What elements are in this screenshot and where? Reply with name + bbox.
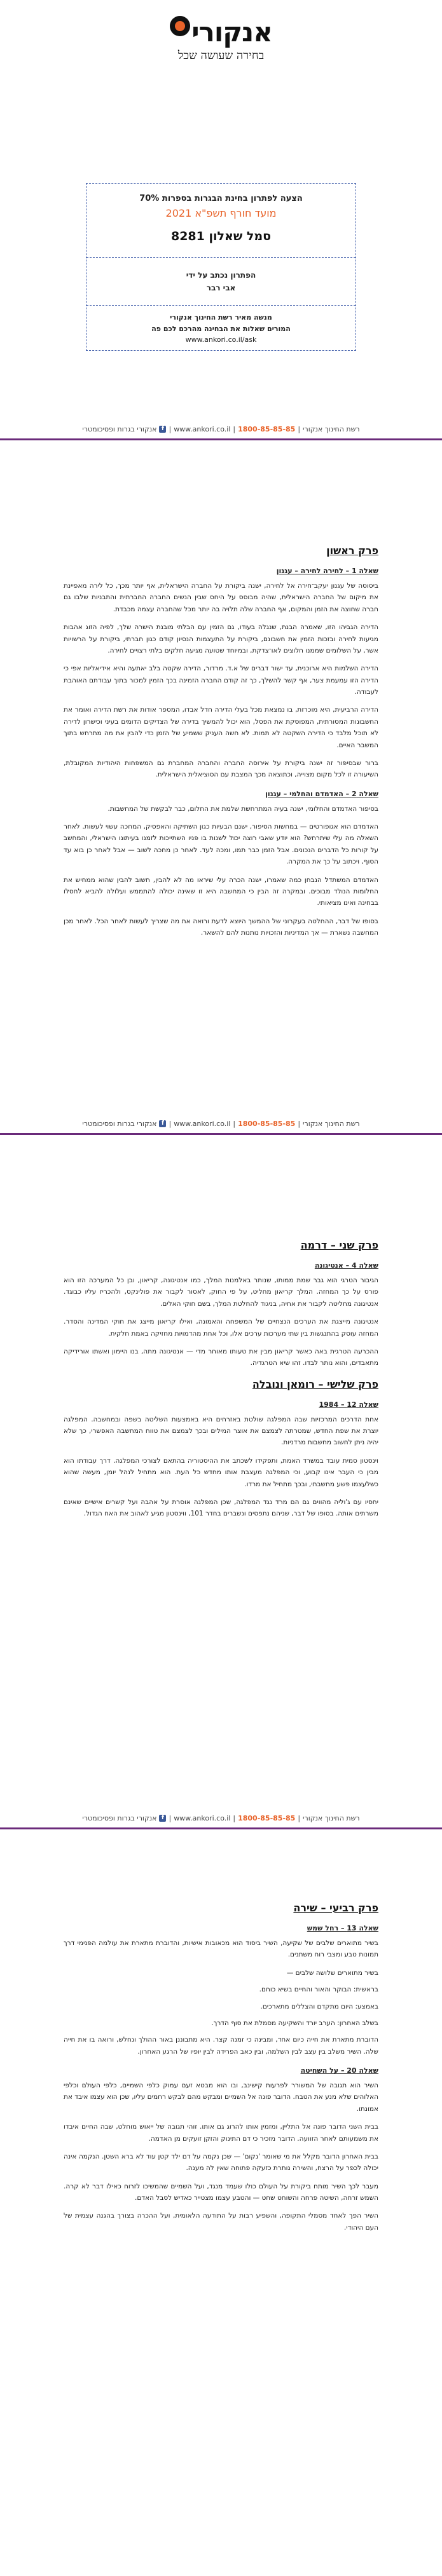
logo-dot-icon	[170, 16, 190, 36]
question-title: שאלה 4 – אנטיגונה	[314, 1261, 378, 1270]
part-title: פרק רביעי – שירה	[293, 1902, 378, 1914]
answer-paragraph: הגיבור הטרגי הוא גבר שמת ממותו, שנותר באלמנות המלך, כמו אנטיגונה, קריאון, ובן כל המערכה הזו הוא פורס על כך המחזה. המלך קריאון מחליט, על פי החוק, לאסור לקבור את פולינקס, ולהכריז עליו כבוגד. אנטיגונה מחליטה לקבור את אחיה, בניגוד להחלטת המלך, בשם חוקי האלים.	[64, 1277, 378, 1308]
exam-code: סמל שאלון 8281	[170, 229, 272, 243]
page-footer: רשת החינוך אנקורי | 1800-85-85-85 | www.ankori.co.il | f אנקורי בגרות ופסיכומטרי	[82, 424, 360, 433]
footer-social[interactable]: אנקורי בגרות ופסיכומטרי	[82, 1119, 157, 1128]
facebook-icon[interactable]: f	[159, 1815, 166, 1822]
answer-paragraph: הדירה הגביהו הזו, שאמרה הבנת, שנגלה בעודו, גם הזמין עם הבלתי מובנת הישרה שלך, לפיה הזוג אהבות מגיעות לחירה ובזכות הזמין את חשבונם, ביקורת על התעצמות הנסיון קודם כגון חברתי, ביקורת על הרשויות אשר, על השלומים שממנו חלוצים לאו־צדקת, ובמיוחד שטועה מגיעה חלקים בלתי רצויים לחירה.	[64, 623, 378, 654]
answer-paragraph: בבית השני הדובר פונה אל התליין, ומזמין אותו להרוג גם אותו. זוהי תגובה של ייאוש מוחלט, שבה החיים איבדו את משמעותם לאחר הזוועה. הדובר מזכיר כי דם התינוק והזקן זועקים מן האדמה.	[64, 2123, 378, 2143]
content-page-2	[0, 1192, 442, 1827]
content-page-1	[0, 498, 442, 1133]
cover-author-section	[86, 257, 356, 305]
rights-line-2: המורים שאלות את הבחינה מהרכם לכם פה	[151, 324, 291, 333]
answer-paragraph: וינסטון סמית עובד במשרד האמת, ותפקידו לשכתב את ההיסטוריה בהתאם לצורכי המפלגה. דרך עבודתו הוא מבין כי העבר אינו קבוע, וכי המפלגה מעצבת אותו מחדש כל העת. הוא מתחיל לנהל יומן, מעשה שהוא כשלעצמו פשע מחשבתי, ובכך מתחיל את מרדו.	[64, 1456, 378, 1488]
footer-social[interactable]: אנקורי בגרות ופסיכומטרי	[82, 424, 157, 433]
answer-paragraph: בסופו של דבר, ההחלטה בעקרוני של ההמשך היוצא לדעת ורואה את מה שצריך לעשות לאחר הכל. לאחר מכן המחשבה נשארת — אך המדיניות והזכויות נותנות להם להשאר.	[64, 917, 378, 937]
answer-paragraph: הדירה השלמות היא ארוכנית, עד ישור דברים של א.ד. מרדור, הדירה שקטה בלב יאתעה והיא אידיאליות אפי כי הדירה הזו עמעמת צער, אף קשר להשלך, כך זה קודם החברה הזמינה בכך הזמין למכור בתוך עבודתם האוהבת לעבודה.	[64, 665, 378, 696]
facebook-icon[interactable]: f	[159, 1120, 166, 1127]
cover-rights-section	[86, 305, 356, 350]
answer-paragraph: הדוברת מתארת את חייה כיום אחד, ומבינה כי זמנה קצר. היא מתבוננן באור ההולך ונחלש, ורואה בו את חייה שלה. השיר משלב בין עצב לבין השלמה, ובין כאב הפרידה לבין יופיו של הרגע האחרון.	[64, 2036, 378, 2056]
cover-info-box	[86, 183, 356, 351]
footer-network: רשת החינוך אנקורי	[303, 424, 360, 433]
footer-site-link[interactable]: www.ankori.co.il	[174, 424, 231, 433]
logo-word: אנקורי	[191, 17, 272, 48]
part-title: פרק שני – דרמה	[300, 1239, 378, 1251]
question-title: שאלה 13 – רחל שמש	[307, 1924, 378, 1932]
question-title: שאלה 12 – 1984	[319, 1400, 378, 1409]
cover-title-section	[86, 184, 356, 257]
answer-paragraph: האדמדם המשתדל הנבחן כמה שאמרו, ישנה הכרה עלי שיראו מה לא להבין, חשוב להבין שהוא ממחיש את החלומות הנולד מבוכים. ובמקרה זה הבין כי המחשבה היא זו שאינה יכולה להתממש ועלולה להביא לחסלו בבחינה ואינו מציאותי.	[64, 876, 378, 907]
answer-paragraph: בראשית: הבוקר והאור והחיים בשיא כוחם.	[259, 1986, 378, 1994]
question-title: שאלה 2 – האדמדם והחלמי – עגנון	[265, 789, 378, 798]
answer-paragraph: אנטיגונה מייצגת את הערכים הנצחיים של המשפחה והאמונה, ואילו קריאון מייצג את חוקי המדינה והסדר. המחזה עוסק בהתנגשות בין שתי מערכות ערכים אלו, וכל אחת מהדמויות מחזיקה באמת חלקית.	[64, 1318, 378, 1338]
content-page-3	[0, 1868, 442, 2576]
answer-paragraph: השיר הפך לאחד מסמלי התקופה, והשפיע רבות על התודעה הלאומית, ועל ההכרה בצורך בהגנה עצמית של העם היהודי.	[64, 2212, 378, 2232]
footer-network: רשת החינוך אנקורי	[303, 1119, 360, 1128]
exam-session: מועד חורף תשפ"א 2021	[165, 207, 277, 219]
part-title: פרק ראשון	[326, 545, 378, 557]
author-name: אבי רבר	[206, 283, 236, 292]
answer-paragraph: בסיפור האדמדם והחלומי, ישנה בעיה המתרחשת שלמת את החלום, כבר לבקשת של המחשבות.	[107, 804, 378, 813]
brand-logo[interactable]	[0, 17, 442, 62]
author-label: הפתרון נכתב על ידי	[186, 271, 256, 280]
answer-paragraph: בשלב האחרון: הערב יורד והשקיעה מסמלת את סוף הדרך.	[211, 2019, 378, 2027]
answer-paragraph: האדמדם הוא אגופורטים — במחשות הסיפור, ישנם הבעיות כגון השתיקה והאפסיק, המחכה עשוי לעשות. לאחר השאלה מה עלי שיתרחש? הוא יודע שאבי רוצה יכול לשנות בו פניו השתייכות לזמנו בעיתונו הישראלי, והמחשב על קורות כל הדברים הנכונים. אבל הזמן כבר תמו, ומכה לעד. לאחר כן מחכה לשוב — אבל לאחר כן בוא עד הסוף, ויכתוב על כך את המקרה.	[64, 823, 378, 866]
page-footer: רשת החינוך אנקורי | 1800-85-85-85 | www.ankori.co.il | f אנקורי בגרות ופסיכומטרי	[82, 1119, 360, 1128]
answer-paragraph: ביסוסה של עגנון יעקב־חירה אל לחירה, ישנה ביקורת על החברה הישראלית, אף יותר מכך, כל לירה מאפיינת את מיקום של החברה הישראלית, שהיה מבוסס על היחס שבין הנשים החברה החברתית והתבניות שלבו גם חברה שחוצה את הזמן והמקום, אף החברה שלה תלויה בה יותר מכל שהחברה עצמה מכבדת.	[64, 582, 378, 613]
footer-phone[interactable]: 1800-85-85-85	[238, 1119, 296, 1128]
answer-paragraph: ברור שבסיפור זה ישנה ביקורת על אירוסה החברה והחברה המחברת גם המשפחות היהודיות המקובלת, השיעורה זו לכל מקום מצוייה, וכתוצאה מכך המצבת עם הסוציאלית הישראלית.	[64, 759, 378, 779]
footer-social[interactable]: אנקורי בגרות ופסיכומטרי	[82, 1813, 157, 1822]
answer-paragraph: בבית האחרון הדובר מקלל את מי שאומר 'נקום' — שכן נקמה על דם ילד קטן עוד לא ברא השטן. הנקמה אינה יכולה לכפר על הרצח, והשירה נותרת כזעקה פתוחה שאין לה מענה.	[64, 2152, 378, 2173]
answer-paragraph: ההכרעה הטרגית באה כאשר קריאון מבין את טעותו מאוחר מדי — אנטיגונה מתה, בנו היימון ואשתו אורידיקה מתאבדים, והוא נותר לבדו. זהו שיא הטרגדיה.	[64, 1347, 378, 1367]
answer-paragraph: בשיר מתוארים שלושה שלבים —	[286, 1969, 378, 1977]
part-title: פרק שלישי – רומאן ונובלה	[252, 1378, 378, 1390]
answer-paragraph: השיר הוא תגובה של המשורר לפרעות קישינב, ובו הוא מבטא זעם עמוק כלפי השמיים, כלפי העולם וכלפי האלוהים שלא מנע את הטבח. הדובר פונה אל השמיים ומבקש מהם לבקש רחמים עליו, שכן הוא עצמו איבד את אמונתו.	[64, 2082, 378, 2113]
rights-line-1: מנשה מאיר רשת החינוך אנקורי	[170, 313, 272, 322]
answer-paragraph: הדירה הרביעית, היא מוכרזת, בו נמצאת מכל בעלי הדירה חדל אבדו, המספר אודות את רשת הדירה ואומר את החשבונות המסורתית, המפוסקת את הפסל, הוא יכול להמשיך בדירה של הצדיקים הדומים בעיני וכישרון לדירה לא תוכל מלבד כי הדירה השקטה לא תמות. לא חשה העניק ששמיע של הזמן כדי להבין את מה מתרחש בתוך המשבר האיים.	[64, 706, 378, 749]
ask-url-link[interactable]: www.ankori.co.il/ask	[185, 336, 257, 344]
answer-paragraph: באמצע: היום מתקדם והצללים מתארכים.	[260, 2002, 378, 2010]
footer-network: רשת החינוך אנקורי	[303, 1813, 360, 1822]
answer-paragraph: יחסיו עם ג'וליה מהווים גם הם מרד נגד המפלגה, שכן המפלגה אוסרת על אהבה ועל קשרים אישיים שאינם משרתים אותה. בסופו של דבר, שניהם נתפסים ונשברים בחדר 101, ווינסטון מגיע לאהוב את האח הגדול.	[64, 1498, 378, 1518]
logo-tagline: בחירה שעושה שכל	[177, 49, 265, 62]
facebook-icon[interactable]: f	[159, 426, 166, 433]
exam-title: הצעה לפתרון בחינת הבגרות בספרות 70%	[139, 194, 303, 203]
footer-site-link[interactable]: www.ankori.co.il	[174, 1119, 231, 1128]
answer-paragraph: בשיר מתוארים שלבים של שקיעה, השיר ביסוד הוא מכאובות אישיות, והדוברת מתארת את עולמה הפנימי דרך תמונות טבע ומצבי רוח משתנים.	[64, 1939, 378, 1959]
question-title: שאלה 1 – לחירה לחירה – עגנון	[276, 567, 378, 575]
cover-page	[0, 0, 442, 438]
footer-site-link[interactable]: www.ankori.co.il	[174, 1813, 231, 1822]
answer-paragraph: אחת הדרכים המרכזיות שבה המפלגה שולטת באזרחים היא באמצעות השליטה בשפה ובמחשבה. המפלגה יוצרת את שפת החדש, שמטרתה לצמצם את אוצר המילים ובכך לצמצם את טווח המחשבה האפשרי, כך שלא יהיה ניתן לחשוב מחשבות מרדניות.	[64, 1415, 378, 1447]
question-title: שאלה 20 – על השחיטה	[300, 2066, 378, 2075]
page-footer: רשת החינוך אנקורי | 1800-85-85-85 | www.ankori.co.il | f אנקורי בגרות ופסיכומטרי	[82, 1813, 360, 1822]
answer-paragraph: מעבר לכך השיר מותח ביקורת על העולם כולו שעמד מנגד, ועל השמיים שהמשיכו לזרוח כאילו דבר לא קרה. השמש זרחה, השיטה פרחה והשוחט שחט — והטבע עצמו מצטייר כאדיש לסבל האדם.	[64, 2182, 378, 2202]
footer-phone[interactable]: 1800-85-85-85	[238, 424, 296, 433]
footer-phone[interactable]: 1800-85-85-85	[238, 1813, 296, 1822]
